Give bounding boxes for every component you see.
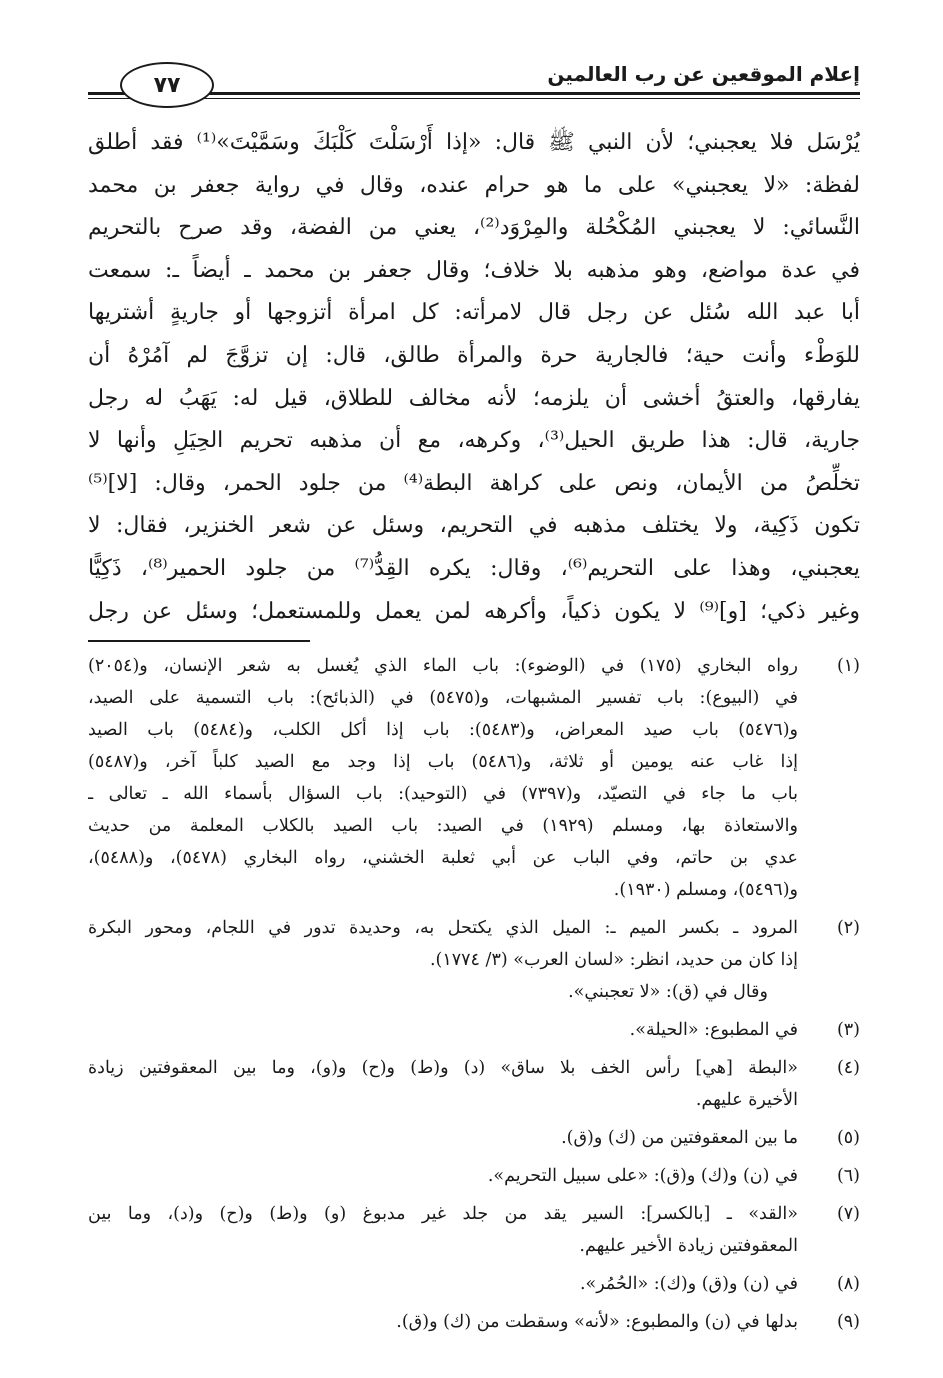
text-line: في عدة مواضع، وهو مذهبه بلا خلاف؛ وقال جعفر بن محمد ـ أيضاً ـ: سمعت <box>88 257 860 283</box>
footnote <box>88 1160 860 1192</box>
footnote-line: و(٥٤٧٦) باب صيد المعراض، و(٥٤٨٣): باب إذا أكل الكلب، و(٥٤٨٤) باب الصيد <box>88 720 798 740</box>
text-line: يُرْسَل فلا يعجبني؛ لأن النبي ﷺ قال: «إذا أَرْسَلْتَ كَلْبَكَ وسَمَّيْتَ»⁽¹⁾ فقد أطلق <box>88 130 860 155</box>
footnote-number: (١) <box>836 656 860 676</box>
footnote <box>88 650 860 906</box>
footnote <box>88 1306 860 1338</box>
text-line: جارية، قال: هذا طريق الحيل⁽³⁾، وكرهه، مع أن مذهبه تحريم الحِيَلِ وأنها لا <box>88 428 860 454</box>
page-number: ٧٧ <box>120 62 214 108</box>
text-line: وغير ذكي؛ [و]⁽⁹⁾ لا يكون ذكياً، وأكرهه لمن يعمل وللمستعمل؛ وسئل عن رجل <box>88 598 860 624</box>
footnote-line: إذا كان من حديد، انظر: «لسان العرب» (٣/ ١٧٧٤). <box>429 950 798 970</box>
footnote-line: عدي بن حاتم، وفي الباب عن أبي ثعلبة الخشني، رواه البخاري (٥٤٧٨)، و(٥٤٨٨)، <box>88 848 798 868</box>
footnote-number: (٩) <box>836 1312 860 1332</box>
text-line: لفظة: «لا يعجبني» على ما هو حرام عنده، وقال في رواية جعفر بن محمد <box>88 172 860 198</box>
footnote-number: (٧) <box>836 1204 860 1224</box>
footnote <box>88 1122 860 1154</box>
footnote-line: الأخيرة عليهم. <box>695 1090 798 1110</box>
footnote-number: (٨) <box>836 1274 860 1294</box>
page-header <box>88 52 860 98</box>
footnote <box>88 1198 860 1262</box>
footnote-body <box>88 1268 798 1300</box>
footnote-body <box>88 1122 798 1154</box>
footnote-number: (٣) <box>836 1020 860 1040</box>
text-line: للوَطْء وأنت حية؛ فالجارية حرة والمرأة طالق، قال: إن تزوَّجَ لم آمُرْهُ أن <box>88 342 860 368</box>
text-line: النَّسائي: لا يعجبني المُكْحُلة والمِرْوَد⁽²⁾، يعني من الفضة، وقد صرح بالتحريم <box>88 215 860 241</box>
footnote-body <box>88 1052 798 1116</box>
footnote-line: في (ن) و(ك) و(ق): «على سبيل التحريم». <box>487 1166 798 1186</box>
footnote <box>88 912 860 1008</box>
footnote-number: (٥) <box>836 1128 860 1148</box>
footnote <box>88 1268 860 1300</box>
footnote <box>88 1014 860 1046</box>
footnote-line: إذا غاب عنه يومين أو ثلاثة، و(٥٤٨٦) باب إذا وجد مع الصيد كلباً آخر، و(٥٤٨٧) <box>88 752 798 772</box>
footnote <box>88 1052 860 1116</box>
footnote-line: و(٥٤٩٦)، ومسلم (١٩٣٠). <box>613 880 798 900</box>
text-line: يفارقها، والعتقُ أخشى أن يلزمه؛ لأنه مخالف للطلاق، قيل له: يَهَبُ له رجل <box>88 385 860 411</box>
footnote-line: ما بين المعقوفتين من (ك) و(ق). <box>561 1128 798 1148</box>
footnote-body <box>88 1014 798 1046</box>
main-text <box>88 122 860 633</box>
footnote-line: «القد» ـ [بالكسر]: السير يقد من جلد غير مدبوغ (و) و(ط) و(ح) و(د)، وما بين <box>88 1204 798 1224</box>
footnote-body <box>88 1198 798 1262</box>
footnote-line: رواه البخاري (١٧٥) في (الوضوء): باب الماء الذي يُغسل به شعر الإنسان، و(٢٠٥٤) <box>88 656 798 676</box>
footnote-line: في (ن) و(ق) و(ك): «الحُمُر». <box>579 1274 798 1294</box>
footnote-body <box>88 912 798 1008</box>
running-title: إعلام الموقعين عن رب العالمين <box>547 62 860 86</box>
footnote-line: والاستعاذة بها، ومسلم (١٩٢٩) في الصيد: باب الصيد بالكلاب المعلمة من حديث <box>88 816 798 836</box>
footnote-body <box>88 650 798 906</box>
text-line: أبا عبد الله سُئل عن رجل قال لامرأته: كل امرأة أتزوجها أو جاريةٍ أشتريها <box>88 300 860 326</box>
footnote-line: وقال في (ق): «لا تعجبني». <box>568 982 768 1002</box>
footnote-line: المرود ـ بكسر الميم ـ: الميل الذي يكتحل به، وحديدة تدور في اللجام، ومحور البكرة <box>88 918 798 938</box>
text-line: تكون ذَكِية، ولا يختلف مذهبه في التحريم، وسئل عن شعر الخنزير، فقال: لا <box>88 513 860 539</box>
footnote-number: (٤) <box>836 1058 860 1078</box>
footnotes <box>88 650 860 1344</box>
footnote-separator <box>88 640 310 642</box>
footnote-body <box>88 1160 798 1192</box>
footnote-line: بدلها في (ن) والمطبوع: «لأنه» وسقطت من (ك) و(ق). <box>396 1312 798 1332</box>
footnote-line: في المطبوع: «الحيلة». <box>629 1020 798 1040</box>
text-line: يعجبني، وهذا على التحريم⁽⁶⁾، وقال: يكره القِدُّ⁽⁷⁾ من جلود الحمير⁽⁸⁾، ذَكِيًّا <box>88 555 860 581</box>
footnote-line: «البطة [هي] رأس الخف بلا ساق» (د) و(ط) و(ح) و(و)، وما بين المعقوفتين زيادة <box>88 1058 798 1078</box>
footnote-number: (٦) <box>836 1166 860 1186</box>
footnote-line: في (البيوع): باب تفسير المشبهات، و(٥٤٧٥) في (الذبائح): باب التسمية على الصيد، <box>88 688 798 708</box>
footnote-line: المعقوفتين زيادة الأخير عليهم. <box>579 1236 798 1256</box>
footnote-line: باب ما جاء في التصيّد، و(٧٣٩٧) في (التوحيد): باب السؤال بأسماء الله ـ تعالى ـ <box>88 784 798 804</box>
footnote-number: (٢) <box>836 918 860 938</box>
text-line: تخلِّصُ من الأيمان، ونص على كراهة البطة⁽⁴⁾ من جلود الحمر، وقال: [لا]⁽⁵⁾ <box>88 470 860 496</box>
footnote-body <box>88 1306 798 1338</box>
